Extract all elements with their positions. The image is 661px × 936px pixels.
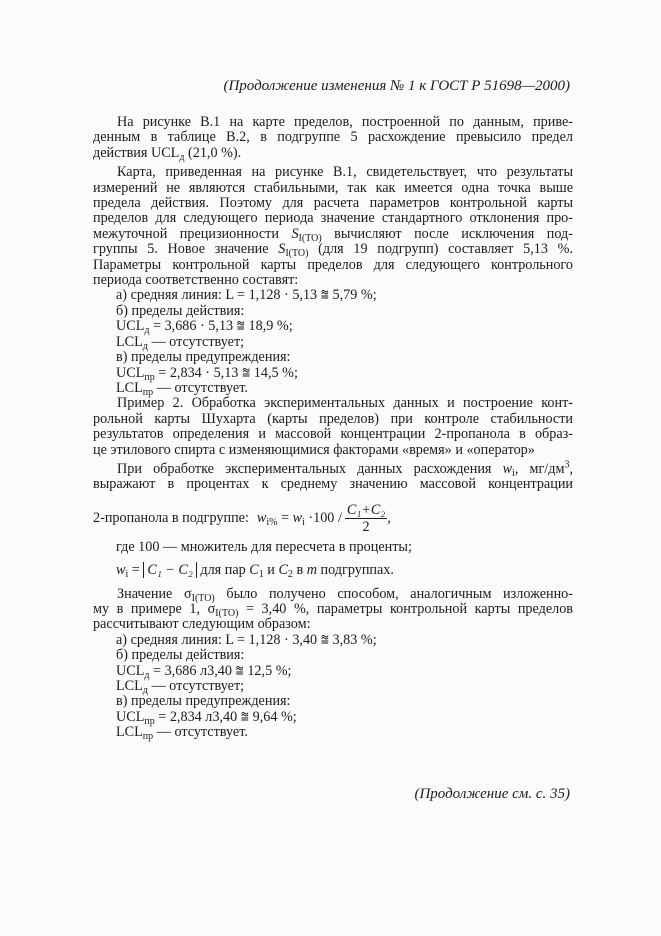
text-line: При обработке экспериментальных данных расхождения $w_i$, $мг/дм^3$, (117, 459, 573, 479)
text-line: Параметры контрольной карты пределов для следующего контрольного (93, 256, 573, 273)
text-line: межуточной прецизионности $S_{I(TO)}$ вычисляют после исключения под- (93, 225, 573, 244)
paragraph-processing (93, 459, 573, 493)
list-item: а) средняя линия: L = 1,128 · 3,40 ⩰ 3,83 %; (116, 631, 377, 648)
text-line: периода соответственно составят: (93, 272, 299, 289)
text-line: денным в таблице В.2, в подгруппе 5 расхождение превысило предел (93, 129, 573, 146)
text-line: результатов определения и массовой концентрации 2-пропанола в образ- (93, 426, 573, 443)
text-line: рассчитывают следующим образом: (93, 616, 311, 633)
text-line: Пример 2. Обработка экспериментальных данных и построение конт- (117, 395, 573, 412)
paragraph-sigma (93, 587, 573, 633)
list-item: $UCL_{пр} = 2,834 \cdot 5,13$ ⩰ 14,5 %; (116, 364, 298, 383)
text-line: Карта, приведенная на рисунке В.1, свидетельствует, что результаты (117, 164, 573, 181)
paragraph-example-2 (93, 396, 573, 458)
list-item: $LCL_д$ — отсутствует; (116, 333, 245, 352)
list-item: $LCL_{пр}$ — отсутствует. (116, 379, 248, 398)
formula-difference: $w_i = C_1 - C_2$ для пар $C_1$ и $C_2$ в m подгруппах. (116, 562, 394, 581)
list-item: $UCL_д = 3,686 \cdot 5,13$ ⩰ 18,9 %; (116, 318, 293, 337)
list-item: $UCL_{пр} = 2,834$ л3,40 ⩰ 9,64 %; (116, 708, 297, 727)
document-body (93, 115, 573, 741)
list-item: $LCL_д$ — отсутствует; (116, 678, 245, 696)
list-item: в) пределы предупреждения: (116, 349, 291, 366)
list-item: $LCL_{пр}$ — отсутствует. (116, 724, 248, 743)
formula-legend: где 100 — множитель для пересчета в проценты; (116, 538, 412, 555)
list-item: $UCL_д = 3,686$ л3,40 ⩰ 12,5 %; (116, 662, 292, 681)
text-line: Значение $\sigma_{I(TO)}$ было получено способом, аналогичным изложенно- (117, 585, 573, 604)
list-item: в) пределы предупреждения: (116, 693, 291, 710)
text-line: выражают в процентах к среднему значению массовой концентрации (93, 476, 573, 493)
text-line: измерений не являются стабильными, так как имеется одна точка выше (93, 179, 573, 196)
text-line: действия $UCL_д$ (21,0 %). (93, 144, 242, 163)
text-line: группы 5. Новое значение $S_{I(TO)}$ (для 19 подгрупп) составляет 5,13 %. (93, 241, 573, 260)
page-footer: (Продолжение см. с. 35) (414, 786, 570, 802)
list-item: б) пределы действия: (116, 302, 245, 319)
list-item: а) средняя линия: L = 1,128 · 5,13 ⩰ 5,79 %; (116, 287, 377, 304)
text-line: На рисунке В.1 на карте пределов, построенной по данным, приве- (117, 114, 573, 130)
text-line: му в примере 1, $\sigma_{I(TO)} = 3,40$ %, параметры контрольной карты пределов (93, 600, 573, 619)
text-line: предела действия. Поэтому для расчета параметров контрольной карты (93, 195, 573, 212)
fraction: $\frac{\text{C₁+C₂}}{2}$ (346, 501, 386, 535)
text-line: пределов для следующего периода значение стандартного отклонения про- (93, 210, 573, 227)
parameter-list-1 (93, 288, 573, 396)
paragraph-chart-analysis (93, 165, 573, 288)
list-item: б) пределы действия: (116, 647, 245, 664)
paragraph-figure-note (93, 115, 573, 161)
text-line: це этилового спирта с изменяющимися факторами «время» и «оператор» (93, 441, 535, 458)
page-header: (Продолжение изменения № 1 к ГОСТ Р 51698—2000) (223, 78, 570, 94)
text-line: рольной карты Шухарта (карты пределов) при контроле стабильности (93, 410, 573, 427)
formula-relative-difference: 2-пропанола в подгруппе: $w_{i\%} = w_i \cdot 100$ / $\frac{\text{C₁+C₂}}{2}$ , (93, 501, 391, 535)
parameter-list-2 (93, 633, 573, 741)
